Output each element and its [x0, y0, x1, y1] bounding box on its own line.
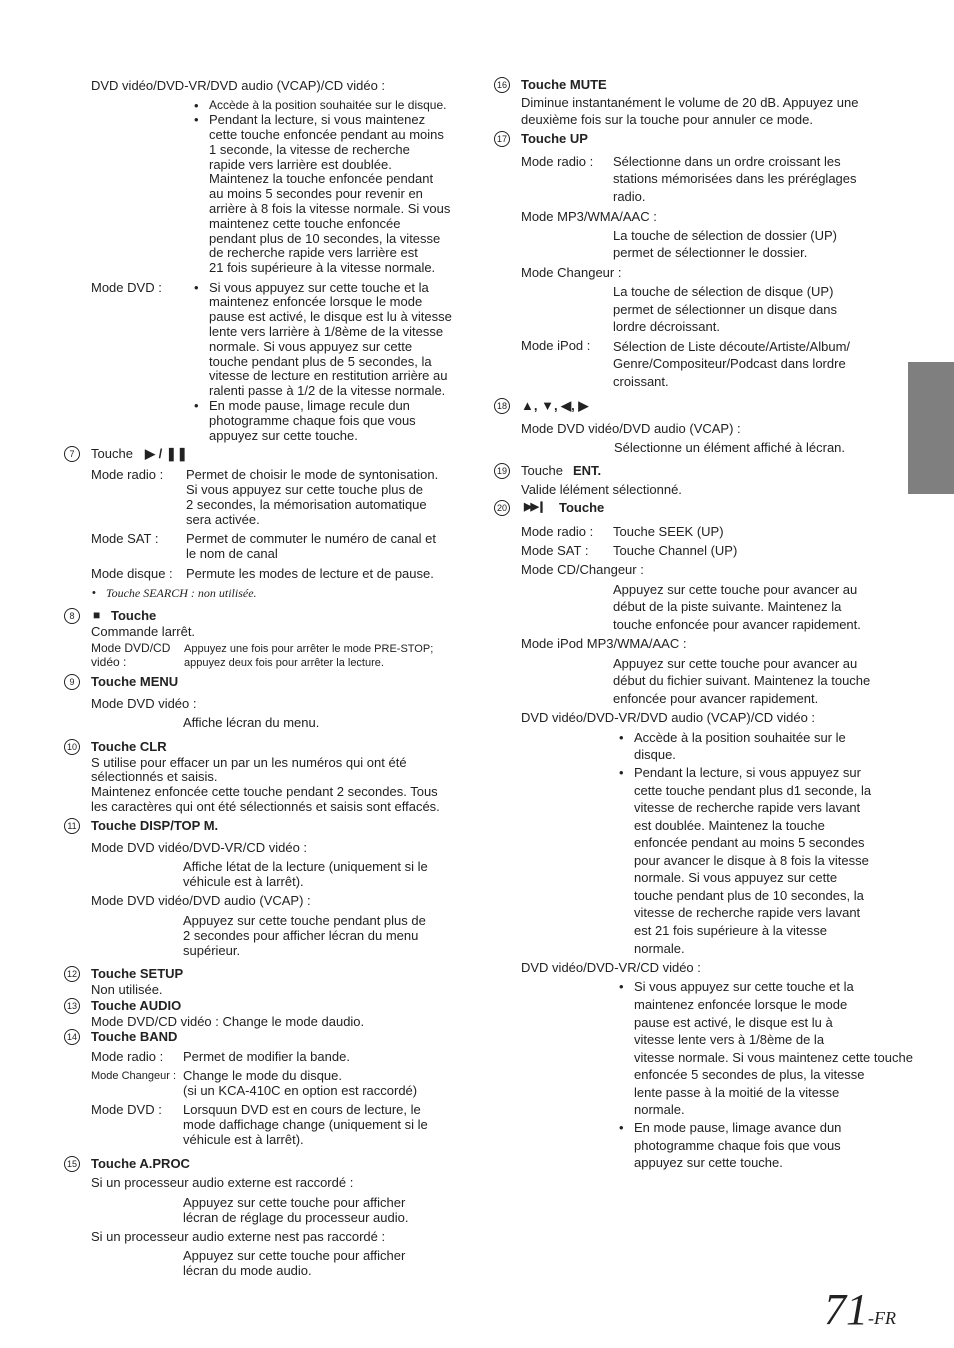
section-number: 14	[64, 1029, 80, 1045]
mode-text: enfoncée pour avancer rapidement.	[613, 691, 819, 706]
bullet: •	[194, 98, 199, 113]
section-title: Touche A.PROC	[91, 1156, 190, 1171]
mode-text: Sélectionne dans un ordre croissant les	[613, 154, 841, 169]
section-text: S utilise pour effacer un par un les numéros qui ont été	[91, 755, 407, 770]
bullet-line: vitesse de lecture en restitution arrière au	[209, 368, 448, 383]
next-track-icon: ▶▶❙	[524, 501, 545, 513]
section-number: 7	[64, 446, 80, 462]
mode-text: Appuyez sur cette touche pour avancer au	[613, 656, 858, 671]
page-number	[824, 1285, 896, 1334]
mode-text: Appuyez sur cette touche pendant plus de	[183, 913, 426, 928]
mode-label: Mode DVD vidéo/DVD audio (VCAP) :	[521, 421, 741, 436]
mode-label: Mode CD/Changeur :	[521, 562, 644, 577]
mode-text: Appuyez sur cette touche pour afficher	[183, 1248, 406, 1263]
section-text: Mode DVD/CD vidéo : Change le mode daudio.	[91, 1014, 365, 1029]
mode-text: début du fichier suivant. Maintenez la touche	[613, 673, 871, 688]
note: Touche SEARCH : non utilisée.	[106, 586, 257, 600]
mode-label: DVD vidéo/DVD-VR/CD vidéo :	[521, 960, 701, 975]
bullet-line: appuyez sur cette touche.	[209, 428, 358, 443]
bullet-line: touche pendant plus de 5 secondes, la	[209, 354, 432, 369]
bullet-line: Pendant la lecture, si vous appuyez sur	[634, 765, 861, 780]
mode-text: radio.	[613, 189, 646, 204]
section-text: Diminue instantanément le volume de 20 dB. Appuyez une	[521, 95, 859, 110]
dvd-modes-label: DVD vidéo/DVD-VR/DVD audio (VCAP)/CD vidéo :	[91, 78, 386, 93]
section-number: 19	[494, 463, 510, 479]
mode-text: sera activée.	[186, 512, 260, 527]
mode-text: Appuyez sur cette touche pour avancer au	[613, 582, 858, 597]
bullet-line: vitesse lente vers à 1/8ème de la	[634, 1032, 825, 1047]
section-number: 15	[64, 1156, 80, 1172]
bullet-line: pause est activé, le disque est lu à	[634, 1015, 833, 1030]
bullet-line: cette touche pendant plus d1 seconde, la	[634, 783, 872, 798]
mode-text: le nom de canal	[186, 546, 278, 561]
bullet-line: ralenti passe à 1/2 de la vitesse normale.	[209, 383, 446, 398]
mode-text: Affiche lécran du menu.	[183, 715, 320, 730]
mode-text: Touche Channel (UP)	[613, 543, 738, 558]
bullet-line: photogramme chaque fois que vous	[634, 1138, 841, 1153]
mode-text: lordre décroissant.	[613, 319, 720, 334]
section-text: Commande larrêt.	[91, 624, 196, 639]
bullet-line: 21 fois supérieure à la vitesse normale.	[209, 260, 436, 275]
mode-text: 2 secondes, la mémorisation automatique	[186, 497, 427, 512]
bullet-line: enfoncée pendant au moins 5 secondes	[634, 835, 865, 850]
bullet-line: arrière à 8 fois la vitesse normale. Si vous	[209, 201, 451, 216]
bullet-line: Pendant la lecture, si vous maintenez	[209, 112, 426, 127]
bullet-line: photogramme chaque fois que vous	[209, 413, 416, 428]
mode-text: véhicule est à larrêt).	[183, 874, 304, 889]
section-number: 13	[64, 998, 80, 1014]
mode-text: Lorsquun DVD est en cours de lecture, le	[183, 1102, 421, 1117]
section-text: Non utilisée.	[91, 982, 163, 997]
mode-label: Mode DVD vidéo/DVD audio (VCAP) :	[91, 893, 311, 908]
bullet-line: En mode pause, limage recule dun	[209, 398, 410, 413]
mode-label: Mode DVD vidéo/DVD-VR/CD vidéo :	[91, 840, 308, 855]
mode-text: début de la piste suivante. Maintenez la	[613, 599, 842, 614]
bullet-line: est 21 fois supérieure à la vitesse	[634, 923, 827, 938]
bullet: •	[619, 730, 624, 745]
mode-text: Touche SEEK (UP)	[613, 524, 724, 539]
mode-text: Si vous appuyez sur cette touche plus de	[186, 482, 424, 497]
section-number: 17	[494, 131, 510, 147]
mode-text: (si un KCA-410C en option est raccordé)	[183, 1083, 418, 1098]
mode-label: Mode disque :	[91, 566, 173, 581]
bullet-line: cette touche enfoncée pendant au moins	[209, 127, 444, 142]
mode-label: Mode radio :	[91, 467, 164, 482]
mode-text: Permet de modifier la bande.	[183, 1049, 350, 1064]
mode-text: Sélection de Liste découte/Artiste/Album/	[613, 339, 851, 354]
bullet-line: appuyez sur cette touche.	[634, 1155, 783, 1170]
arrow-keys-icon: ▲, ▼, ◀, ▶	[521, 398, 589, 413]
section-number: 12	[64, 966, 80, 982]
bullet: •	[619, 979, 624, 994]
bullet-line: lente passe à la moitié de la vitesse	[634, 1085, 840, 1100]
mode-text: Sélectionne un élément affiché à lécran.	[614, 440, 846, 455]
mode-text: Permet de choisir le mode de syntonisation.	[186, 467, 439, 482]
bullet-line: En mode pause, limage avance dun	[634, 1120, 842, 1135]
mode-text: permet de sélectionner le dossier.	[613, 245, 808, 260]
section-number: 18	[494, 398, 510, 414]
section-title: Touche CLR	[91, 739, 167, 754]
bullet: •	[619, 1120, 624, 1135]
bullet-line: normale. Si vous appuyez sur cette	[209, 339, 413, 354]
section-text: Valide lélément sélectionné.	[521, 482, 682, 497]
mode-label: Mode radio :	[521, 154, 594, 169]
mode-text: permet de sélectionner un disque dans	[613, 302, 838, 317]
mode-text: Appuyez une fois pour arrêter le mode PRE-STOP;	[184, 643, 434, 655]
section-title: Touche UP	[521, 131, 588, 146]
mode-label: Si un processeur audio externe est raccordé :	[91, 1175, 354, 1190]
section-title: Touche AUDIO	[91, 998, 182, 1013]
mode-label: Mode SAT :	[521, 543, 589, 558]
mode-text: Permet de commuter le numéro de canal et	[186, 531, 437, 546]
section-number: 11	[64, 818, 80, 834]
bullet: •	[194, 112, 199, 127]
page-number-value: 71	[824, 1285, 868, 1334]
bullet-line: disque.	[634, 747, 676, 762]
mode-text: appuyez deux fois pour arrêter la lecture.	[184, 657, 384, 669]
section-tab	[908, 362, 954, 494]
bullet-line: est doublée. Maintenez la touche	[634, 818, 825, 833]
mode-label: Mode MP3/WMA/AAC :	[521, 209, 657, 224]
bullet: •	[92, 587, 96, 599]
mode-label: Mode radio :	[91, 1049, 164, 1064]
mode-label: Mode iPod :	[521, 338, 591, 353]
mode-label: Mode DVD :	[91, 1102, 162, 1117]
section-title: Touche	[91, 446, 133, 461]
mode-text: supérieur.	[183, 943, 241, 958]
bullet-line: pause est activé, le disque est lu à vitesse	[209, 309, 452, 324]
bullet-line: de recherche rapide vers larrière est	[209, 245, 418, 260]
mode-text: croissant.	[613, 374, 669, 389]
mode-text: touche enfoncée pour avancer rapidement.	[613, 617, 861, 632]
bullet-line: normale. Si vous appuyez sur cette	[634, 870, 838, 885]
mode-label: Mode iPod MP3/WMA/AAC :	[521, 636, 687, 651]
mode-label: Mode Changeur :	[91, 1070, 176, 1082]
bullet: •	[619, 765, 624, 780]
mode-label: Si un processeur audio externe nest pas raccordé :	[91, 1229, 386, 1244]
bullet-line: Si vous appuyez sur cette touche et la	[209, 280, 429, 295]
mode-label: Mode radio :	[521, 524, 594, 539]
mode-label: vidéo :	[91, 655, 127, 669]
mode-text: Genre/Compositeur/Podcast dans lordre	[613, 356, 846, 371]
section-number: 16	[494, 77, 510, 93]
section-title: Touche BAND	[91, 1029, 178, 1044]
bullet-line: pour avancer le disque à 8 fois la vitesse	[634, 853, 869, 868]
mode-text: Permute les modes de lecture et de pause.	[186, 566, 434, 581]
bullet-line: maintenez cette touche enfoncée	[209, 216, 401, 231]
mode-text: La touche de sélection de dossier (UP)	[613, 228, 838, 243]
bullet-line: Si vous appuyez sur cette touche et la	[634, 979, 854, 994]
section-number: 8	[64, 608, 80, 624]
mode-text: Affiche létat de la lecture (uniquement si le	[183, 859, 428, 874]
section-text: deuxième fois sur la touche pour annuler ce mode.	[521, 112, 813, 127]
page-language-suffix: -FR	[868, 1308, 896, 1328]
section-title: Touche	[521, 463, 563, 478]
bullet-line: enfoncée 5 secondes de plus, la vitesse	[634, 1067, 865, 1082]
bullet-line: rapide vers larrière est doublée.	[209, 157, 392, 172]
section-title: Touche MENU	[91, 674, 179, 689]
bullet-line: Accède à la position souhaitée sur le disque.	[209, 98, 447, 112]
section-text: sélectionnés et saisis.	[91, 769, 218, 784]
bullet-line: touche pendant plus de 10 secondes, la	[634, 888, 864, 903]
mode-label: Mode Changeur :	[521, 265, 622, 280]
mode-text: Change le mode du disque.	[183, 1068, 343, 1083]
bullet: •	[194, 280, 199, 295]
bullet-line: pendant plus de 10 secondes, la vitesse	[209, 231, 441, 246]
section-title: Touche SETUP	[91, 966, 184, 981]
section-number: 20	[494, 500, 510, 516]
bullet-line: lente vers larrière à 1/8ème de la vitesse	[209, 324, 444, 339]
bullet-line: vitesse de recherche rapide vers lavant	[634, 905, 861, 920]
section-number: 10	[64, 739, 80, 755]
mode-text: lécran de réglage du processeur audio.	[183, 1210, 409, 1225]
section-title: Touche	[111, 608, 157, 623]
mode-label: Mode DVD/CD	[91, 641, 171, 655]
stop-icon: ■	[93, 608, 101, 622]
mode-text: véhicule est à larrêt).	[183, 1132, 304, 1147]
play-pause-icon: ▶ / ❚❚	[145, 446, 188, 461]
bullet-line: 1 seconde, la vitesse de recherche	[209, 142, 410, 157]
mode-label: Mode SAT :	[91, 531, 159, 546]
section-title: ENT.	[573, 463, 602, 478]
mode-text: Appuyez sur cette touche pour afficher	[183, 1195, 406, 1210]
section-title: Touche DISP/TOP M.	[91, 818, 219, 833]
mode-text: La touche de sélection de disque (UP)	[613, 284, 834, 299]
mode-text: 2 secondes pour afficher lécran du menu	[183, 928, 419, 943]
bullet-line: au moins 5 secondes pour revenir en	[209, 186, 423, 201]
section-text: les caractères qui ont été sélectionnés et saisis sont effacés.	[91, 799, 440, 814]
bullet-line: maintenez enfoncée lorsque le mode	[209, 294, 423, 309]
section-text: Maintenez enfoncée cette touche pendant 2 secondes. Tous	[91, 784, 438, 799]
section-title: Touche MUTE	[521, 77, 607, 92]
mode-text: lécran du mode audio.	[183, 1263, 312, 1278]
section-title: Touche	[559, 500, 605, 515]
bullet-line: vitesse normale. Si vous maintenez cette touche	[634, 1050, 913, 1065]
mode-label: Mode DVD vidéo :	[91, 696, 197, 711]
mode-text: mode daffichage change (uniquement si le	[183, 1117, 428, 1132]
bullet-line: normale.	[634, 1102, 685, 1117]
section-number: 9	[64, 674, 80, 690]
bullet-line: Accède à la position souhaitée sur le	[634, 730, 846, 745]
mode-label: DVD vidéo/DVD-VR/DVD audio (VCAP)/CD vidéo :	[521, 710, 816, 725]
mode-text: stations mémorisées dans les préréglages	[613, 171, 857, 186]
bullet: •	[194, 398, 199, 413]
bullet-line: Maintenez la touche enfoncée pendant	[209, 171, 434, 186]
bullet-line: maintenez enfoncée lorsque le mode	[634, 997, 848, 1012]
bullet-line: vitesse de recherche rapide vers lavant	[634, 800, 861, 815]
bullet-line: normale.	[634, 941, 685, 956]
mode-dvd-label: Mode DVD :	[91, 280, 162, 295]
